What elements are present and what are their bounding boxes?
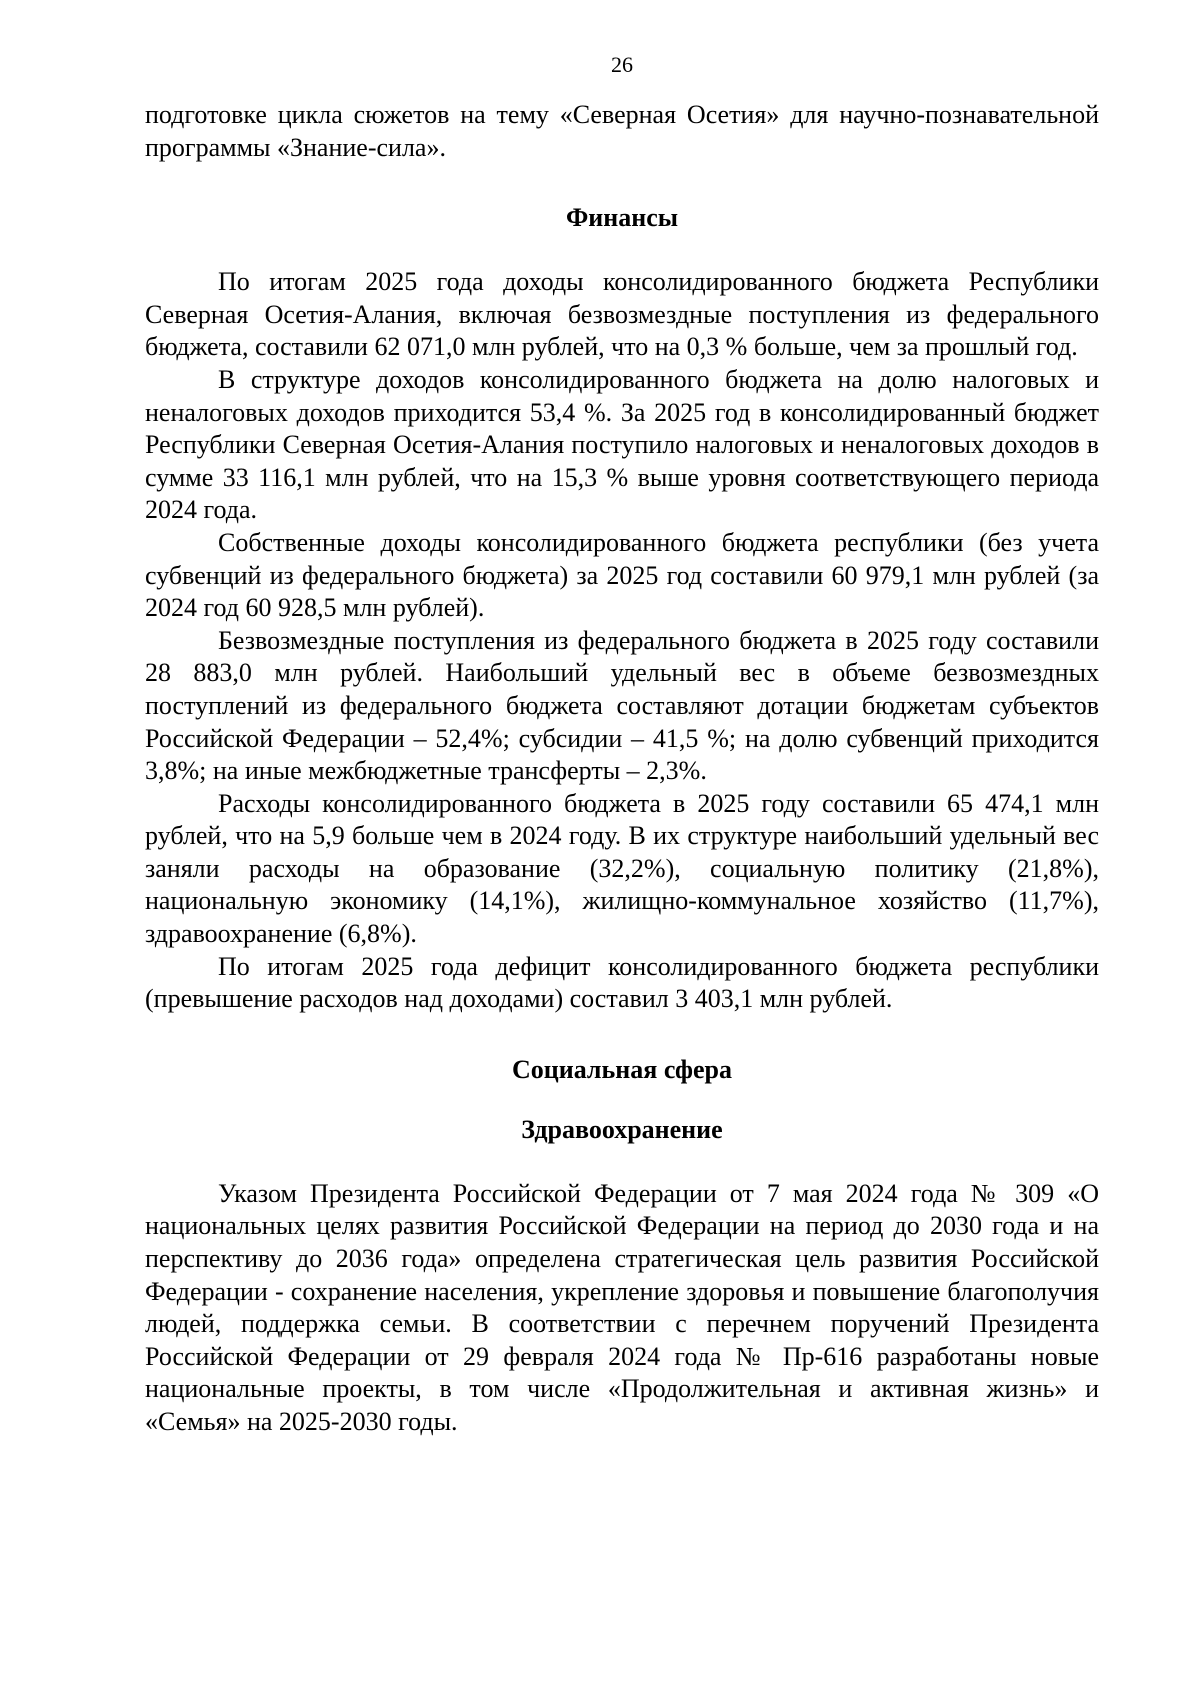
document-page bbox=[145, 52, 1099, 1439]
finance-paragraph-4: Безвозмездные поступления из федерального бюджета в 2025 году составили 28 883,0 млн рублей. Наибольший удельный вес в объеме безвозмездных поступлений из федерального бюджета составляют дотации бюджетам субъектов Российской Федерации – 52,4%; субсидии – 41,5 %; на долю субвенций приходится 3,8%; на иные межбюджетные трансферты – 2,3%. bbox=[145, 625, 1099, 786]
healthcare-heading: Здравоохранение bbox=[521, 1114, 723, 1144]
finance-paragraph-6: По итогам 2025 года дефицит консолидированного бюджета республики (превышение расходов над доходами) составил 3 403,1 млн рублей. bbox=[145, 951, 1099, 1014]
intro-paragraph: подготовке цикла сюжетов на тему «Северная Осетия» для научно-познавательной программы «Знание-сила». bbox=[145, 100, 1099, 162]
finance-heading: Финансы bbox=[565, 203, 679, 233]
page-number: 26 bbox=[611, 52, 633, 77]
finance-paragraph-5: Расходы консолидированного бюджета в 2025 году составили 65 474,1 млн рублей, что на 5,9 больше чем в 2024 году. В их структуре наибольший удельный вес заняли расходы на образование (32,2%), социальную политику (21,8%), национальную экономику (14,1%), жилищно-коммунальное хозяйство (11,7%), здравоохранение (6,8%). bbox=[145, 788, 1099, 949]
social-sphere-heading: Социальная сфера bbox=[511, 1054, 733, 1084]
finance-paragraph-2: В структуре доходов консолидированного бюджета на долю налоговых и неналоговых доходов приходится 53,4 %. За 2025 год в консолидированный бюджет Республики Северная Осетия-Алания поступило налоговых и неналоговых доходов в сумме 33 116,1 млн рублей, что на 15,3 % выше уровня соответствующего периода 2024 года. bbox=[145, 364, 1099, 525]
finance-paragraph-1: По итогам 2025 года доходы консолидированного бюджета Республики Северная Осетия-Алания, включая безвозмездные поступления из федерального бюджета, составили 62 071,0 млн рублей, что на 0,3 % больше, чем за прошлый год. bbox=[145, 267, 1099, 362]
healthcare-paragraph-1: Указом Президента Российской Федерации от 7 мая 2024 года № 309 «О национальных целях развития Российской Федерации на период до 2030 года и на перспективу до 2036 года» определена стратегическая цель развития Российской Федерации - сохранение населения, укрепление здоровья и повышение благополучия людей, поддержка семьи. В соответствии с перечнем поручений Президента Российской Федерации от 29 февраля 2024 года № Пр-616 разработаны новые национальные проекты, в том числе «Продолжительная и активная жизнь» и «Семья» на 2025-2030 годы. bbox=[145, 1178, 1099, 1436]
finance-paragraph-3: Собственные доходы консолидированного бюджета республики (без учета субвенций из федерального бюджета) за 2025 год составили 60 979,1 млн рублей (за 2024 год 60 928,5 млн рублей). bbox=[145, 527, 1099, 623]
